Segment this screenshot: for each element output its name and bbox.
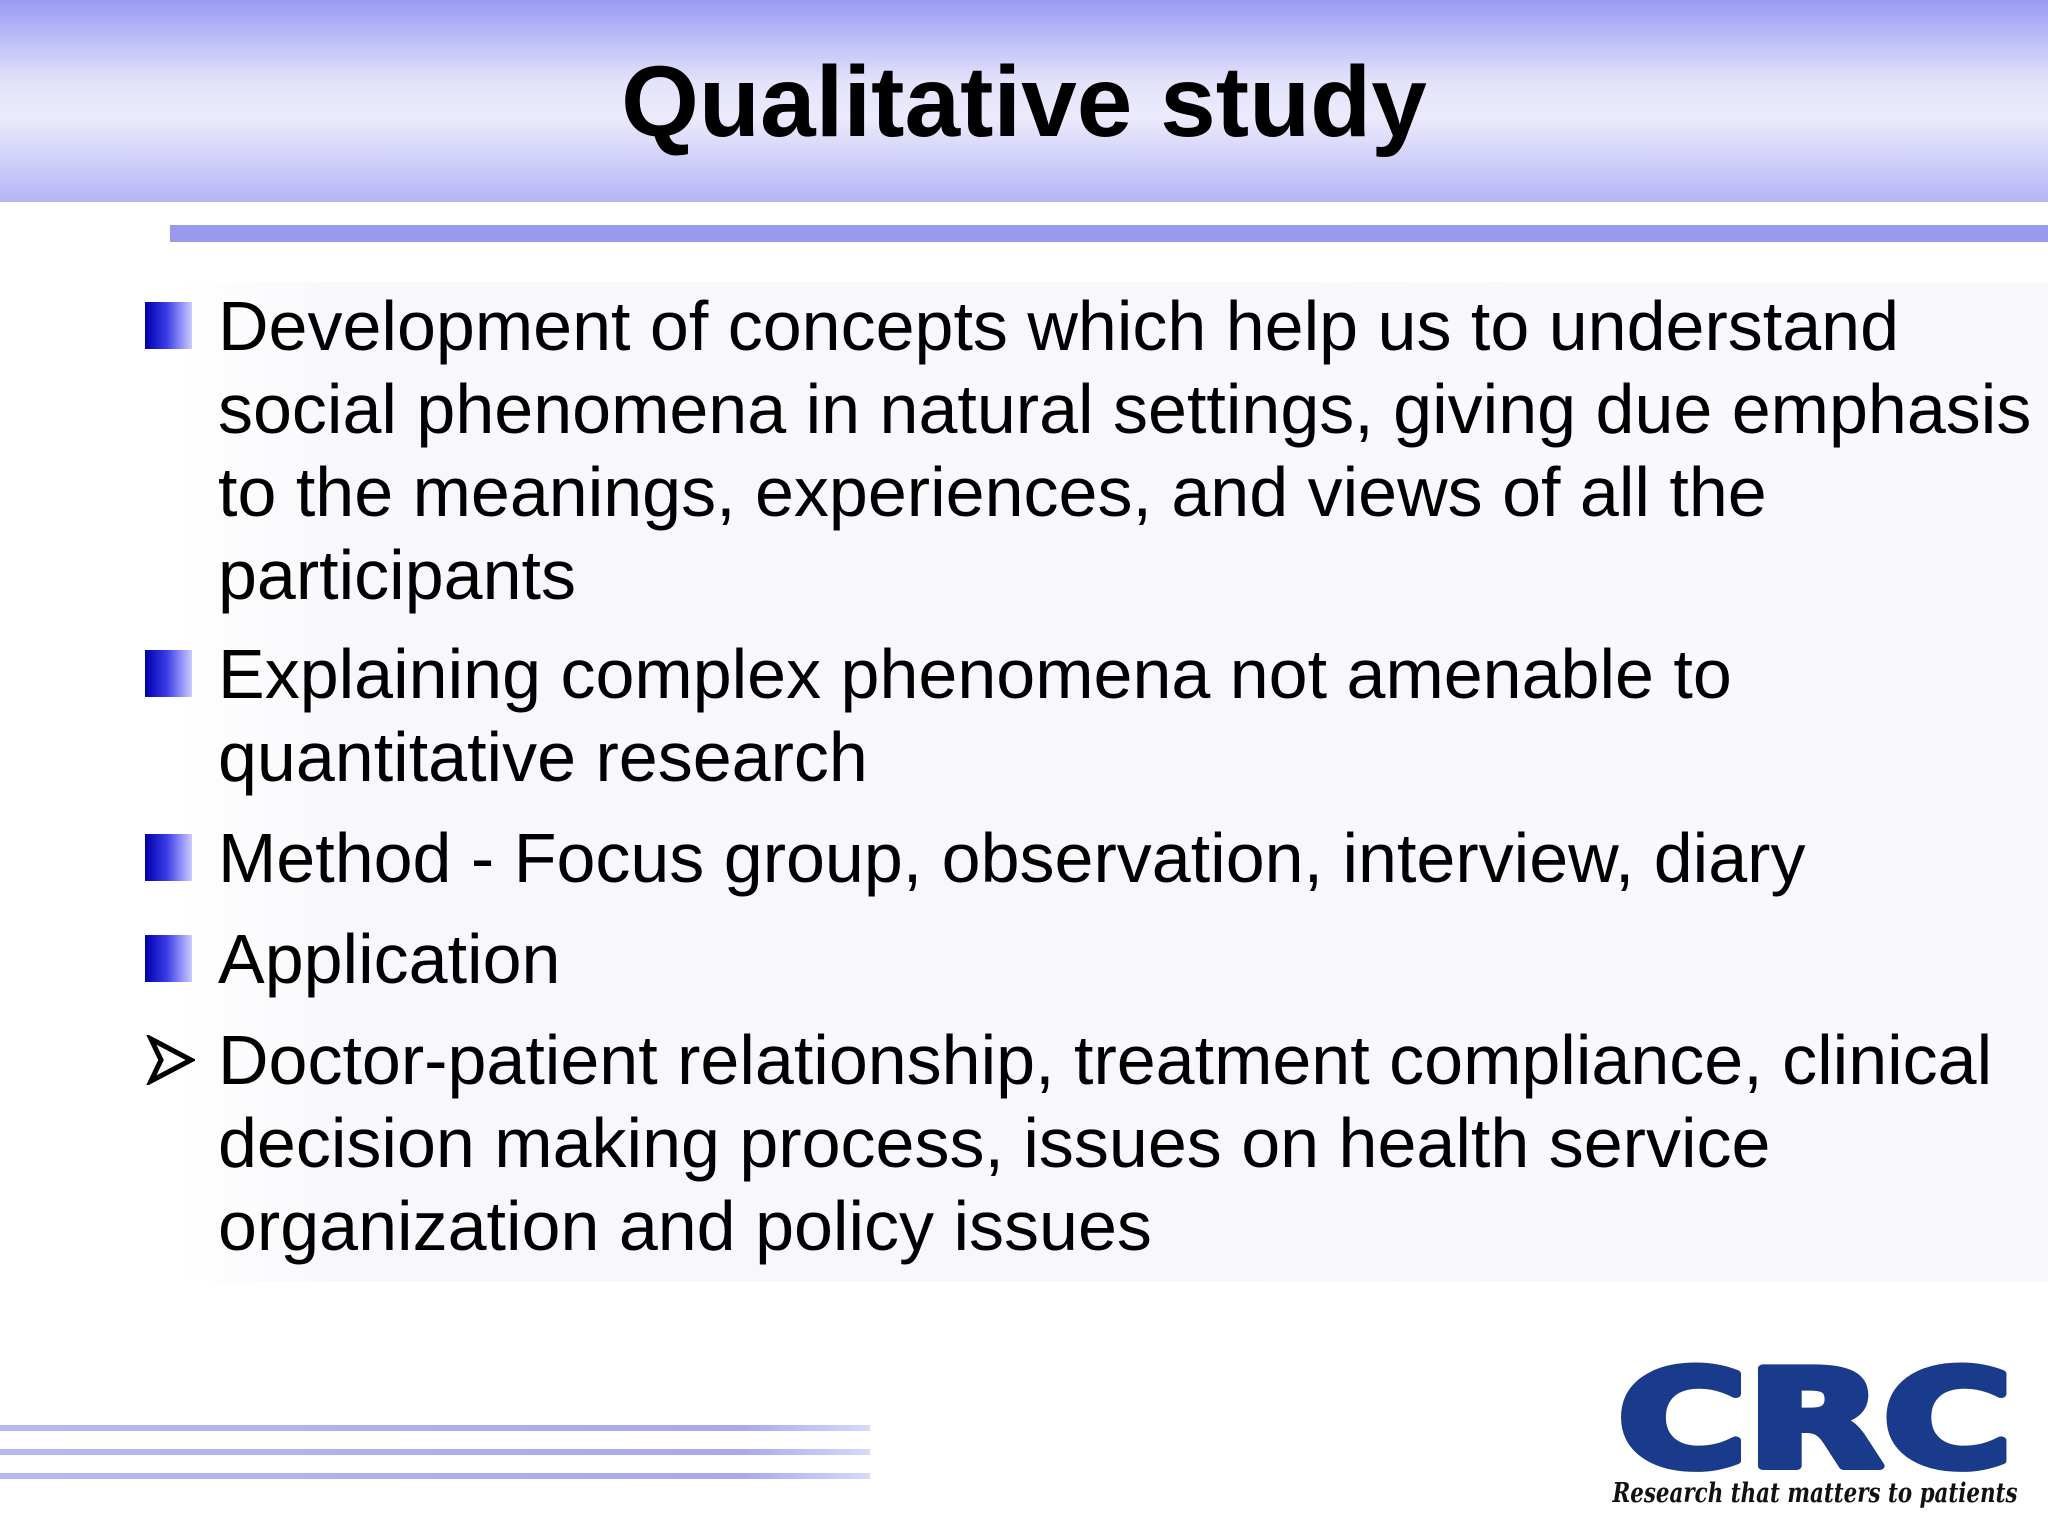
- crc-logo-tagline: Research that matters to patients: [1611, 1478, 2018, 1509]
- decorative-line: [0, 1425, 870, 1431]
- bullet-text: Doctor-patient relationship, treatment compliance, clinical decision making process, issues on health service organization and policy issues: [218, 1021, 1993, 1265]
- square-bullet-icon: [145, 935, 192, 982]
- decorative-lines: [0, 1425, 870, 1485]
- bullet-text: Method - Focus group, observation, interview, diary: [218, 819, 1806, 897]
- square-bullet-icon: [145, 302, 192, 349]
- decorative-line: [0, 1449, 870, 1455]
- slide-title: Qualitative study: [621, 46, 1427, 158]
- square-bullet-icon: [145, 650, 192, 697]
- bullet-text: Development of concepts which help us to understand social phenomena in natural settings, giving due emphasis to the meanings, experiences, and views of all the participants: [218, 287, 2032, 614]
- bullet-text: Application: [218, 920, 561, 998]
- crc-logo-letters: CRC: [1617, 1360, 2013, 1498]
- decorative-line: [0, 1473, 870, 1479]
- crc-logo: [1605, 1360, 2025, 1510]
- square-bullet-icon: [145, 834, 192, 881]
- arrowhead-bullet-icon: [145, 1035, 195, 1085]
- bullet-text: Explaining complex phenomena not amenable to quantitative research: [218, 635, 1732, 796]
